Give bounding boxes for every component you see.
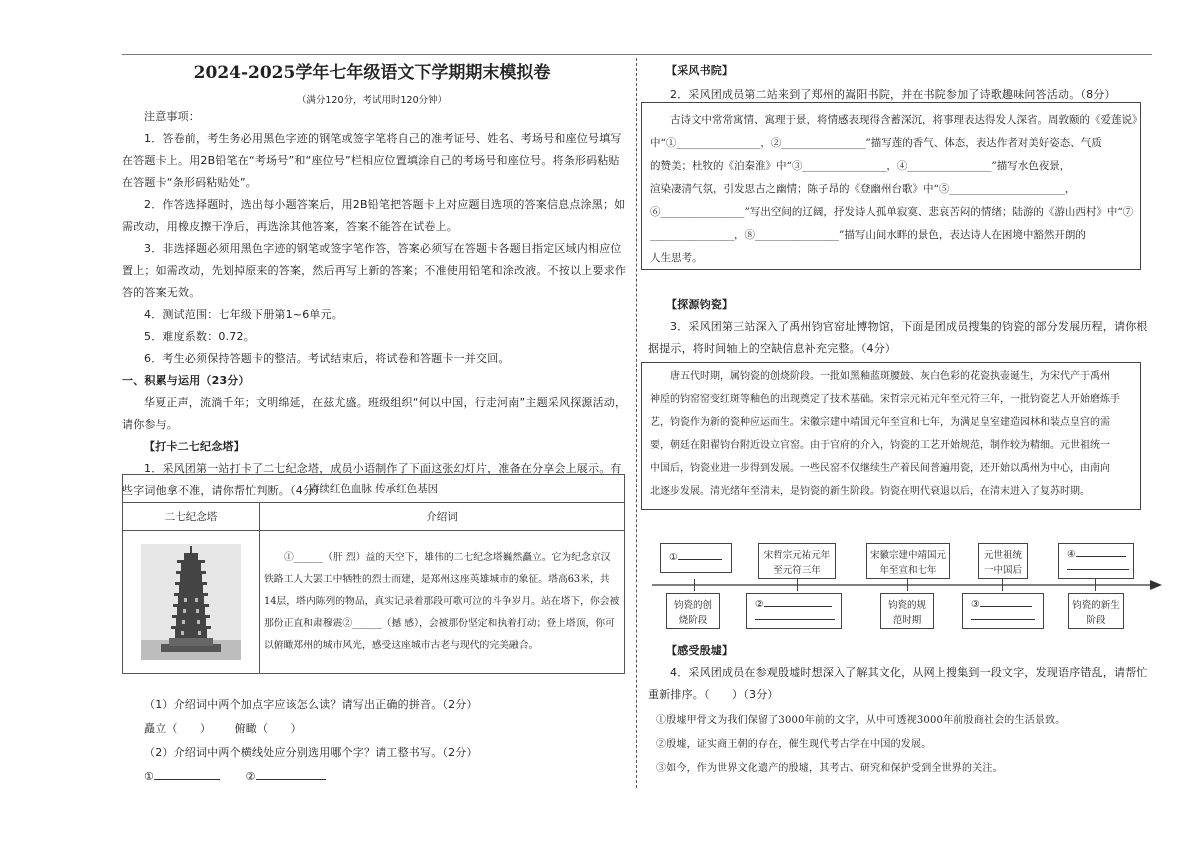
part-heading: 【探源钧瓷】 <box>666 298 734 311</box>
notice-item: 3．非选择题必须用黑色字迹的钢笔或签字笔作答，答案必须写在答题卡各题目指定区域内相应位置上；如需改动，先划掉原来的答案，然后再写上新的答案；不准使用铅笔和涂改液。不按以上要求作答的答案无效。 <box>122 242 626 299</box>
timeline-bottom-3: 钧瓷的规范时期 <box>880 593 934 629</box>
timeline-top-4: 元世祖统一中国后 <box>978 543 1028 579</box>
part-heading: 【感受殷墟】 <box>666 644 734 657</box>
timeline-bottom-1: 钧瓷的创烧阶段 <box>666 593 720 629</box>
pagoda-image <box>141 544 241 660</box>
notice-heading: 注意事项： <box>144 110 200 123</box>
history-line: 艺，钧瓷作为新的瓷种应运而生。宋徽宗建中靖国元年至宣和七年，为满足皇室建造园林和装点皇宫的需 <box>650 417 1110 428</box>
history-line: 北逐步发展。清光绪年至清末，是钧瓷的新生阶段。钧瓷在明代衰退以后，在清末进入了复苏时期。 <box>650 486 1090 497</box>
history-line: 唐五代时期，属钧瓷的创烧阶段。一批如黑釉蓝斑腰鼓、灰白色彩的花瓷执壶诞生，为宋代产于禹州 <box>670 371 1110 382</box>
timeline-top-1[interactable]: ① <box>660 543 732 573</box>
q4-item: ②殷墟，证实商王朝的存在，催生现代考古学在中国的发展。 <box>656 739 932 750</box>
poetry-line: ________________，⑧________________”描写山间水畔的景色，表达诗人在困境中豁然开朗的 <box>650 229 1086 241</box>
timeline-tick <box>797 579 798 591</box>
q3-header <box>648 294 1148 360</box>
timeline-tick <box>1002 579 1003 591</box>
question-4: 4．采风团成员在参观殷墟时想深入了解其文化，从网上搜集到一段文字，发现语序错乱，请帮忙重新排序。（ ）（3分） <box>648 666 1148 701</box>
table-col2: 介绍词 <box>260 503 625 531</box>
question-3: 3．采风团第三站深入了禹州钧官窑址博物馆，下面是团成员搜集的钧瓷的部分发展历程，请你根据提示，将时间轴上的空缺信息补充完整。（4分） <box>648 320 1148 355</box>
q1-sub2: （2）介绍词中两个横线处应分别选用哪个字？请工整书写。（2分） <box>144 746 478 759</box>
part-heading: 【打卡二七纪念塔】 <box>144 440 245 453</box>
column-divider <box>636 58 637 788</box>
intro-text: ①______（肝 烈）益的天空下，雄伟的二七纪念塔巍然矗立。它为纪念京汉铁路工人大罢工中牺牲的烈士而建，是郑州这座英雄城市的象征。塔高63米，共14层，塔内陈列的物品，真实记录着那段可歌可泣的斗争岁月。站在塔下，你会被那份正直和肃穆震②______（撼 感），会被那份坚定和执着打动；登上塔顶，你可以俯瞰郑州的城市风光，感受这座城市古老与现代的完美融合。 <box>264 552 620 651</box>
timeline-tick <box>694 579 695 591</box>
q4-item: ①殷墟甲骨文为我们保留了3000年前的文字，从中可透视3000年前殷商社会的生活景致。 <box>656 715 1066 726</box>
q2-header <box>648 60 1148 106</box>
q1-sub1: （1）介绍词中两个加点字应该怎么读？请写出正确的拼音。（2分） <box>144 698 478 711</box>
pinyin-item: 俯瞰（ ） <box>234 722 302 735</box>
timeline-top-5[interactable]: ④ <box>1058 543 1134 579</box>
timeline-tick <box>907 579 908 591</box>
pinyin-item: 矗立（ ） <box>144 722 212 735</box>
q4-item: ③如今，作为世界文化遗产的殷墟，其考古、研究和保护受到全世界的关注。 <box>656 763 1003 774</box>
blank-label: ① <box>144 770 155 783</box>
timeline-axis <box>652 578 1164 592</box>
slide-table <box>122 474 625 674</box>
poetry-line: ⑥________________”写出空间的辽阔，抒发诗人孤单寂寞、悲哀苦闷的情绪；陆游的《游山西村》中“⑦ <box>650 206 1134 218</box>
exam-info: （满分120分，考试用时120分钟） <box>296 95 448 106</box>
answer-blank[interactable] <box>154 779 220 780</box>
page-title: 2024-2025学年七年级语文下学期期末模拟卷 <box>193 63 551 83</box>
notice-item: 1．答卷前，考生务必用黑色字迹的钢笔或签字笔将自己的准考证号、姓名、考场号和座位号填写在答题卡上。用2B铅笔在“考场号”和“座位号”栏相应位置填涂自己的考场号和座位号。将条形码粘贴在答题卡“条形码粘贴处”。 <box>122 132 622 189</box>
table-caption: 赓续红色血脉 传承红色基因 <box>123 475 625 503</box>
notice-block <box>122 106 627 502</box>
history-line: 中国后，钧瓷业进一步得到发展。一些民窑不仅继续生产着民间普遍用瓷，还开始以禹州为中心，由南向 <box>650 463 1110 474</box>
timeline-bottom-2[interactable]: ② <box>746 593 842 629</box>
timeline-top-2: 宋哲宗元祐元年至元符三年 <box>758 543 836 579</box>
poetry-box <box>641 102 1141 270</box>
table-col1: 二七纪念塔 <box>123 503 260 531</box>
intro-text-cell <box>260 531 625 674</box>
top-rule <box>122 54 1152 55</box>
history-line: 神垕的钧窑窑变红斑等釉色的出现奠定了技术基础。宋哲宗元祐元年至元符三年，一批钧瓷艺人开始磨炼手 <box>650 394 1120 405</box>
q4-block <box>648 640 1148 780</box>
poetry-line: 渲染凄清气氛，引发思古之幽情；陈子昂的《登幽州台歌》中“⑤______________________， <box>650 183 1076 195</box>
q1-sub2-blanks <box>122 766 627 788</box>
intro-paragraph: 华夏正声，流淌千年；文明绵延，在兹尤盛。班级组织“何以中国，行走河南”主题采风探源活动，请你参与。 <box>122 396 627 431</box>
timeline-tick <box>1095 579 1096 591</box>
part-heading: 【采风书院】 <box>666 64 734 77</box>
q1-subquestions <box>122 694 627 788</box>
notice-item: 4．测试范围：七年级下册第1~6单元。 <box>144 308 344 321</box>
history-line: 要，朝廷在阳翟钧台附近设立官窑。由于官府的介入，钧瓷的工艺开始规范，制作较为精细。元世祖统一 <box>650 440 1110 451</box>
poetry-line: 中“①________________，②________________”描写莲的香气、体态，表达作者对美好姿态、气质 <box>650 137 1102 149</box>
timeline-bottom-4[interactable]: ③ <box>962 593 1044 629</box>
blank-label: ② <box>245 770 256 783</box>
pagoda-photo-cell <box>123 531 260 674</box>
notice-item: 2．作答选择题时，选出每小题答案后，用2B铅笔把答题卡上对应题目选项的答案信息点涂黑；如需改动，用橡皮擦干净后，再选涂其他答案，答案不能答在试卷上。 <box>122 198 626 233</box>
poetry-line: 的赞美；杜牧的《泊秦淮》中“③________________，④________________”描写水色夜景， <box>650 160 1071 172</box>
poetry-line: 古诗文中常常寓情、寓理于景，将情感表现得含蓄深沉，将事理表达得发人深省。周敦颐的《爱莲说》 <box>670 114 1143 126</box>
question-2: 2．采风团成员第二站来到了郑州的嵩阳书院，并在书院参加了诗歌趣味问答活动。（8分） <box>670 88 1116 101</box>
answer-blank[interactable] <box>256 779 326 780</box>
notice-item: 6．考生必须保持答题卡的整洁。考试结束后，将试卷和答题卡一并交回。 <box>144 352 510 365</box>
timeline-top-3: 宋徽宗建中靖国元年至宣和七年 <box>866 543 950 579</box>
question-1: 1．采风团第一站打卡了二七纪念塔，成员小语制作了下面这张幻灯片，准备在分享会上展示。有些字词他拿不准，请你帮忙判断。（4分） <box>122 462 622 497</box>
section-heading: 一、积累与运用（23分） <box>122 374 250 387</box>
jun-porcelain-box <box>641 362 1141 510</box>
poetry-line: 人生思考。 <box>650 252 703 264</box>
timeline-bottom-5: 钧瓷的新生阶段 <box>1068 593 1124 629</box>
q1-sub1-words <box>122 718 627 740</box>
notice-item: 5．难度系数：0.72。 <box>144 330 255 343</box>
